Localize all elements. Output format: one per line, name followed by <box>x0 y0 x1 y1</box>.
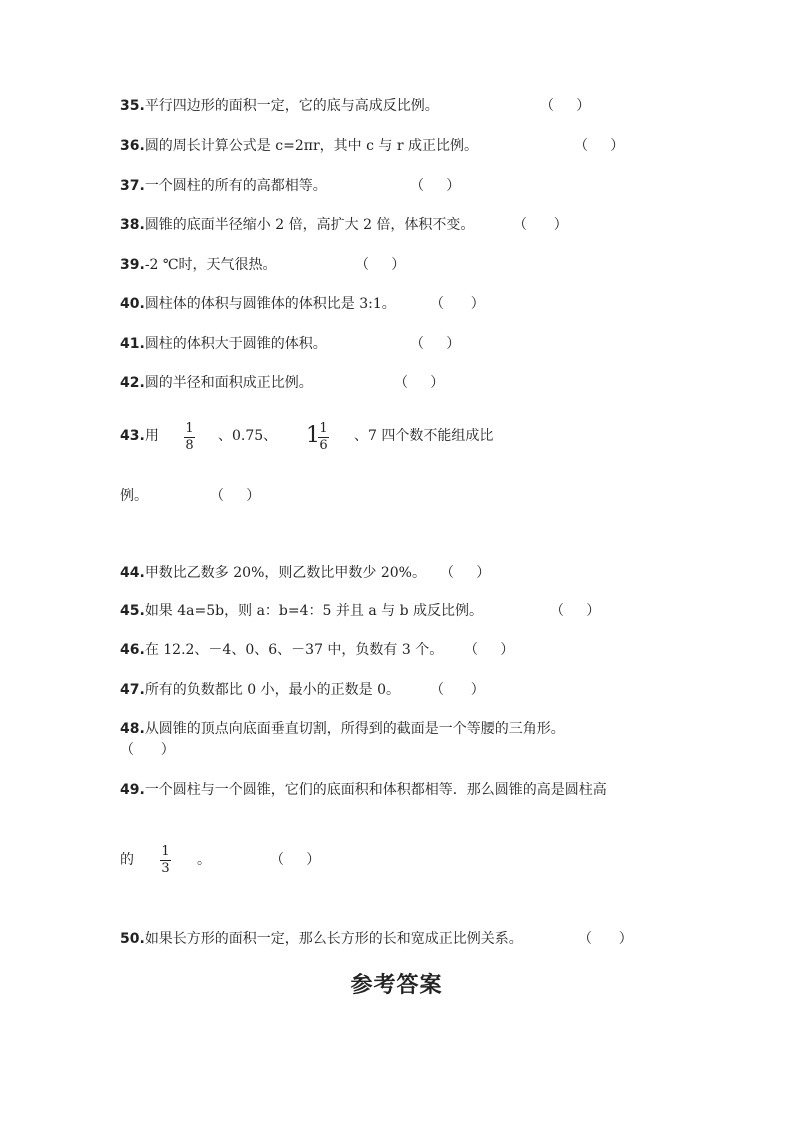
question-43-mid: 、0.75、 <box>218 428 278 444</box>
answer-blank-37[interactable]: （ ） <box>410 178 461 194</box>
question-49-line2: 的 <box>120 852 134 868</box>
answer-blank-46[interactable]: （ ） <box>464 642 515 658</box>
question-42: 42.圆的半径和面积成正比例。 <box>120 375 313 391</box>
question-37: 37.一个圆柱的所有的高都相等。 <box>120 178 327 194</box>
question-41: 41.圆柱的体积大于圆锥的体积。 <box>120 336 327 352</box>
answer-blank-49[interactable]: （ ） <box>270 852 321 868</box>
fraction-one-third: 1 3 <box>161 844 170 876</box>
answer-blank-41[interactable]: （ ） <box>410 336 461 352</box>
answer-blank-43[interactable]: （ ） <box>210 488 261 504</box>
question-49: 49.一个圆柱与一个圆锥，它们的底面积和体积都相等．那么圆锥的高是圆柱高 <box>120 782 607 798</box>
answer-blank-50[interactable]: （ ） <box>578 931 633 947</box>
answer-blank-38[interactable]: （ ） <box>513 217 568 233</box>
answer-blank-47[interactable]: （ ） <box>430 682 485 698</box>
answer-blank-39[interactable]: （ ） <box>355 257 406 273</box>
answer-blank-45[interactable]: （ ） <box>550 603 601 619</box>
question-49-post: 。 <box>197 852 211 868</box>
answer-blank-36[interactable]: （ ） <box>574 138 625 154</box>
fraction-one-sixth: 1 6 <box>319 421 328 453</box>
question-43: 43.用 <box>120 428 159 444</box>
answer-section-title: 参考答案 <box>350 972 443 998</box>
answer-blank-40[interactable]: （ ） <box>430 296 485 312</box>
answer-blank-35[interactable]: （ ） <box>540 98 591 114</box>
question-50: 50.如果长方形的面积一定，那么长方形的长和宽成正比例关系。 <box>120 931 523 947</box>
mixed-number-whole: 1 <box>306 423 320 448</box>
question-47: 47.所有的负数都比 0 小，最小的正数是 0。 <box>120 682 400 698</box>
question-45: 45.如果 4a=5b，则 a：b=4：5 并且 a 与 b 成反比例。 <box>120 603 483 619</box>
question-46: 46.在 12.2、－4、0、6、－37 中，负数有 3 个。 <box>120 642 444 658</box>
question-43-line2: 例。 <box>120 488 148 504</box>
answer-blank-48[interactable]: （ ） <box>120 742 175 758</box>
answer-blank-42[interactable]: （ ） <box>394 375 445 391</box>
question-36: 36.圆的周长计算公式是 c=2πr，其中 c 与 r 成正比例。 <box>120 138 478 154</box>
fraction-one-eighth: 1 8 <box>185 421 194 453</box>
question-35: 35.平行四边形的面积一定，它的底与高成反比例。 <box>120 98 439 114</box>
question-44: 44.甲数比乙数多 20%，则乙数比甲数少 20%。 <box>120 565 426 581</box>
question-48: 48.从圆锥的顶点向底面垂直切割，所得到的截面是一个等腰的三角形。 <box>120 721 565 737</box>
question-43-post: 、7 四个数不能组成比 <box>354 428 494 444</box>
question-39: 39.-2 ℃时，天气很热。 <box>120 257 277 273</box>
question-38: 38.圆锥的底面半径缩小 2 倍，高扩大 2 倍，体积不变。 <box>120 217 475 233</box>
answer-blank-44[interactable]: （ ） <box>440 565 491 581</box>
question-40: 40.圆柱体的体积与圆锥体的体积比是 3:1。 <box>120 296 396 312</box>
